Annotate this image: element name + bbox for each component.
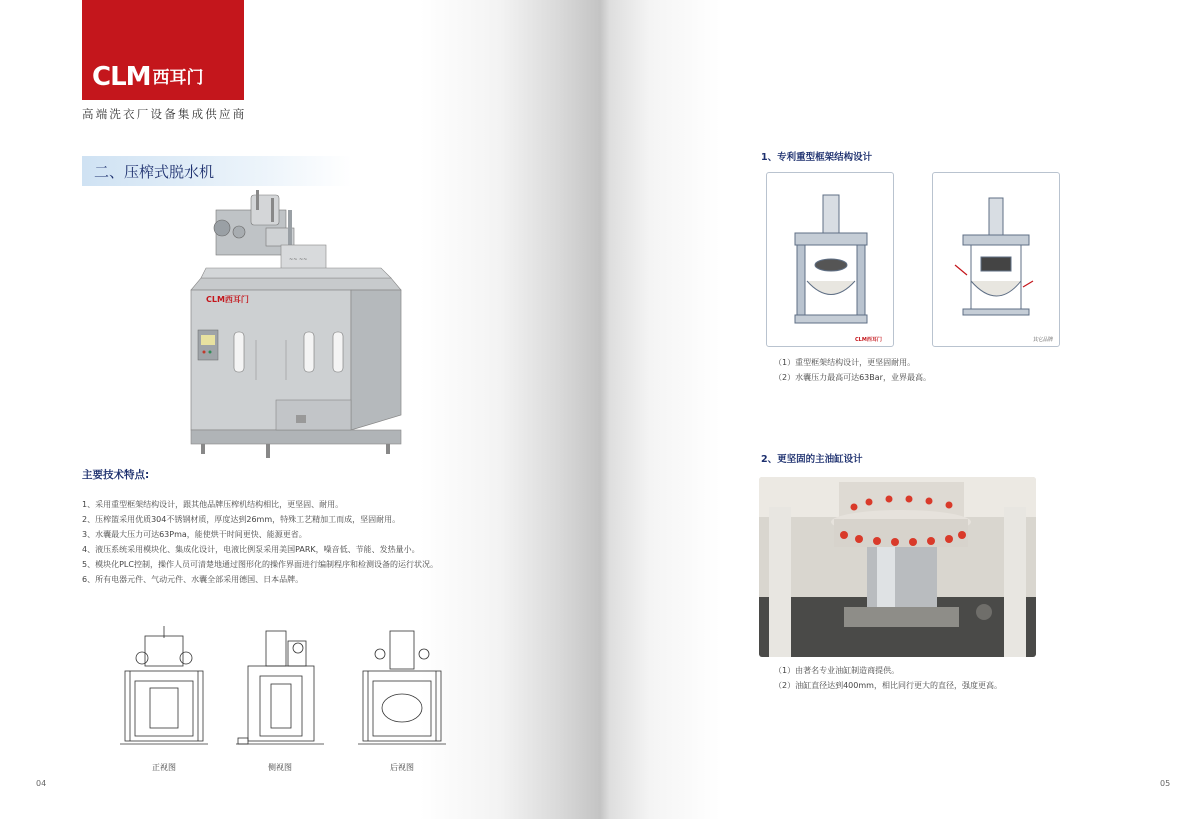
section1-title: 1、专利重型框架结构设计 <box>761 152 873 163</box>
feature-item: 2、压榨篮采用优质304不锈钢材质，厚度达到26mm，特殊工艺精加工而成，坚固耐用。 <box>82 515 401 524</box>
feature-item: 1、采用重型框架结构设计，跟其他品牌压榨机结构相比，更坚固、耐用。 <box>82 500 344 509</box>
page-number-left: 04 <box>36 779 47 788</box>
section2-point: （1）由著名专业油缸制造商提供。 <box>774 666 900 675</box>
page-number-right: 05 <box>1160 779 1171 788</box>
press-machine-illustration <box>176 190 436 465</box>
rear-view-drawing <box>358 626 446 756</box>
section1-point: （1）重型框架结构设计，更坚固耐用。 <box>774 358 916 367</box>
section-heading-bar <box>82 156 352 186</box>
section2-title: 2、更坚固的主油缸设计 <box>761 454 863 465</box>
rear-view-caption: 后视图 <box>390 763 414 772</box>
feature-item: 6、所有电器元件、气动元件、水囊全部采用德国、日本品牌。 <box>82 575 304 584</box>
section2-points <box>774 663 1002 693</box>
other-brand-label: 其它品牌 <box>1033 337 1054 343</box>
svg-text:~~ ~~: ~~ ~~ <box>289 257 308 263</box>
front-view-drawing <box>120 626 208 756</box>
feature-item: 3、水囊最大压力可达63Pma，能使烘干时间更快、能源更省。 <box>82 530 307 539</box>
svg-text:CLM西耳门: CLM西耳门 <box>855 337 882 343</box>
features-heading: 主要技术特点: <box>82 469 150 481</box>
front-view-caption: 正视图 <box>152 763 176 772</box>
section1-points <box>774 355 931 385</box>
logo-wordmark: CLM 西耳门 <box>92 62 204 92</box>
features-list <box>82 497 438 587</box>
brand-logo <box>82 0 244 100</box>
other-brand-frame-image <box>932 172 1060 347</box>
clm-frame-image <box>766 172 894 347</box>
side-view-drawing <box>236 626 324 756</box>
main-cylinder-photo <box>759 477 1036 657</box>
section2-point: （2）油缸直径达到400mm，相比同行更大的直径，强度更高。 <box>774 681 1002 690</box>
svg-text:CLM西耳门: CLM西耳门 <box>206 295 249 304</box>
feature-item: 4、液压系统采用模块化、集成化设计，电液比例泵采用美国PARK，噪音低、节能、发热量小。 <box>82 545 420 554</box>
section1-point: （2）水囊压力最高可达63Bar，业界最高。 <box>774 373 931 382</box>
section-title: 二、压榨式脱水机 <box>94 163 215 181</box>
side-view-caption: 侧视图 <box>268 763 292 772</box>
feature-item: 5、模块化PLC控制，操作人员可清楚地通过图形化的操作界面进行编制程序和检测设备的运行状况。 <box>82 560 438 569</box>
brand-tagline: 高端洗衣厂设备集成供应商 <box>82 107 247 121</box>
